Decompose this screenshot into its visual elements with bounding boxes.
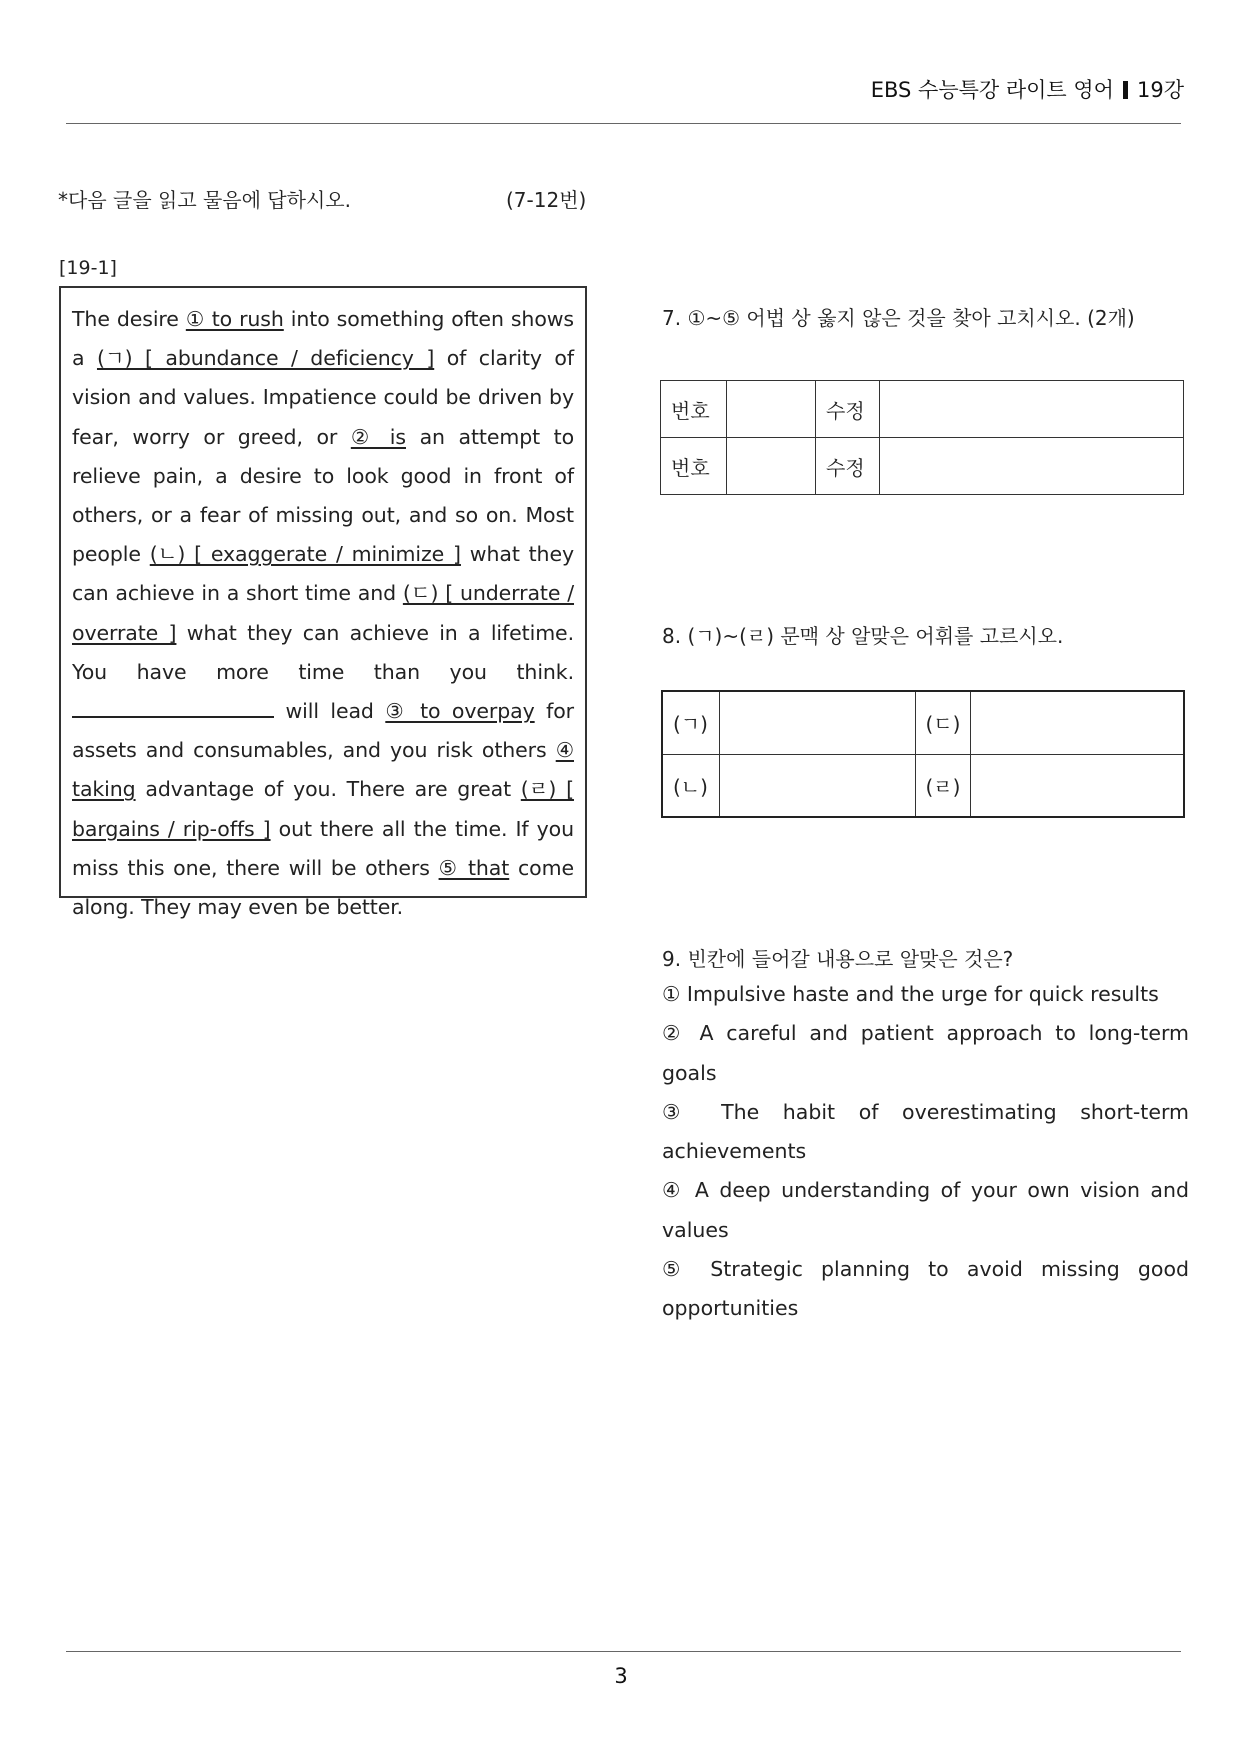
answer-blank (72, 698, 274, 718)
underlined-phrase: (ㄹ) [ bargains / rip-offs ] (72, 777, 574, 841)
passage-segment: The desire (72, 307, 186, 331)
blank-label: (ㄴ) (662, 754, 719, 817)
number-answer-cell[interactable] (727, 438, 816, 495)
passage-segment: an attempt to relieve pain, a desire to look good in front of others, or a fear of missing out, and so on. Most people (72, 424, 575, 567)
underlined-phrase: ① to rush (185, 307, 284, 331)
blank-label: (ㄱ) (662, 691, 719, 754)
passage-segment: advantage of you. There are great (135, 777, 521, 802)
passage-segment: into something often shows a (72, 307, 575, 371)
answer-row (662, 691, 1184, 754)
fix-answer-cell[interactable] (880, 381, 1184, 438)
underlined-phrase: (ㄱ) [ abundance / deficiency ] (96, 346, 435, 371)
blank-answer-cell[interactable] (970, 691, 1184, 754)
number-label: 번호 (661, 438, 727, 495)
passage-segment: of clarity of vision and values. Impatience could be driven by fear, worry or greed, or (72, 346, 574, 449)
underlined-phrase: ② is (350, 424, 406, 449)
number-label: 번호 (661, 381, 727, 438)
passage-box (59, 286, 587, 920)
lesson-number: 19강 (1136, 78, 1184, 102)
answer-row (661, 438, 1184, 495)
passage-segment: will lead (274, 699, 386, 724)
page-number: 3 (614, 1664, 628, 1688)
passage-segment: what they can achieve in a short time and (72, 542, 574, 606)
underlined-phrase: (ㄷ) [ underrate / overrate ] (72, 581, 575, 645)
underlined-phrase: ④ taking (72, 738, 574, 802)
fix-answer-cell[interactable] (880, 438, 1184, 495)
question-8-title: 8. (ㄱ)~(ㄹ) 문맥 상 알맞은 어휘를 고르시오. (662, 624, 1064, 648)
question-8-answer-table (661, 690, 1185, 818)
question-7-title: 7. ①~⑤ 어법 상 옳지 않은 것을 찾아 고치시오. (2개) (662, 306, 1135, 330)
passage-segment: out there all the time. If you miss this one, there will be others (72, 816, 574, 880)
question-9-options (662, 975, 1189, 1329)
passage-segment: for assets and consumables, and you risk others (72, 699, 575, 763)
fix-label: 수정 (816, 381, 880, 438)
header-divider (66, 123, 1181, 124)
header-title (871, 74, 1184, 104)
passage-text (72, 300, 574, 927)
blank-answer-cell[interactable] (719, 754, 915, 817)
blank-label: (ㄹ) (915, 754, 970, 817)
passage-segment: what they can achieve in a lifetime. You have more time than you think. (72, 620, 574, 684)
passage-segment: come along. They may even be better. (72, 855, 574, 920)
answer-option-3[interactable]: ③ The habit of overestimating short-term achievements (662, 1099, 1189, 1164)
question-9-title: 9. 빈칸에 들어갈 내용으로 알맞은 것은? (662, 947, 1014, 971)
separator-bar (1123, 81, 1128, 99)
number-answer-cell[interactable] (727, 381, 816, 438)
answer-option-5[interactable]: ⑤ Strategic planning to avoid missing good opportunities (662, 1257, 1189, 1321)
fix-label: 수정 (816, 438, 880, 495)
footer-divider (66, 1651, 1181, 1652)
answer-option-4[interactable]: ④ A deep understanding of your own vision and values (662, 1178, 1189, 1242)
answer-option-2[interactable]: ② A careful and patient approach to long-term goals (662, 1021, 1189, 1085)
instruction-text: *다음 글을 읽고 물음에 답하시오. (58, 188, 351, 212)
question-range: (7-12번) (506, 188, 587, 212)
question-7-answer-table (660, 380, 1184, 495)
underlined-phrase: ⑤ that (438, 855, 510, 880)
book-title: EBS 수능특강 라이트 영어 (870, 78, 1114, 102)
answer-row (661, 381, 1184, 438)
underlined-phrase: ③ to overpay (385, 699, 535, 724)
answer-option-1[interactable]: ① Impulsive haste and the urge for quick results (662, 982, 1159, 1006)
answer-row (662, 754, 1184, 817)
blank-answer-cell[interactable] (719, 691, 915, 754)
underlined-phrase: (ㄴ) [ exaggerate / minimize ] (149, 542, 461, 567)
blank-answer-cell[interactable] (970, 754, 1184, 817)
passage-label: [19-1] (59, 257, 117, 279)
blank-label: (ㄷ) (915, 691, 970, 754)
